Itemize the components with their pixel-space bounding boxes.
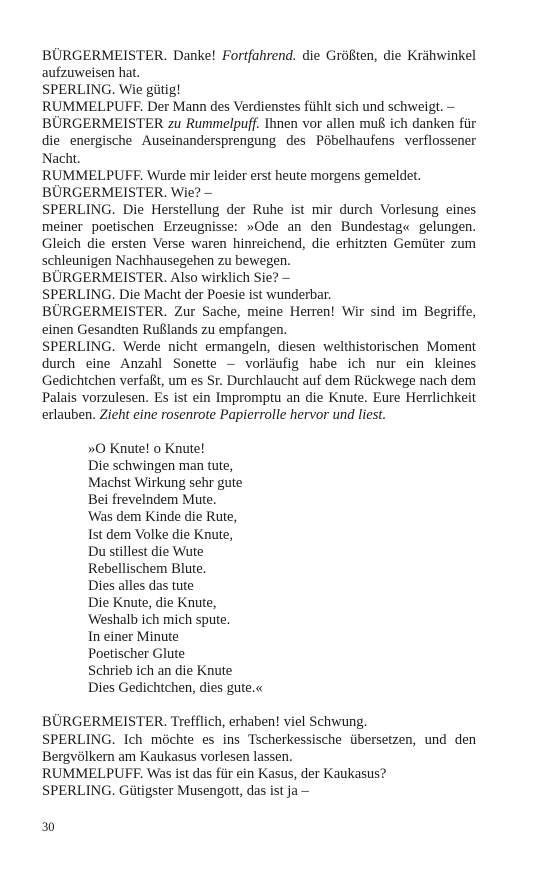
poem-line: Machst Wirkung sehr gute: [88, 475, 243, 492]
poem-line: Ist dem Volke die Knute,: [88, 526, 233, 543]
speech-text: Danke!: [167, 48, 222, 64]
speech-text: Zur Sache, meine Herren! Wir sind im Begriffe, einen Gesandten Rußlands zu empfangen.: [42, 304, 476, 338]
speech-text: Werde nicht ermangeln, diesen welthistorischen Moment durch eine Anzahl Sonette – vorläufig habe ich nur ein kleines Gedichtchen verfaßt, um es Sr. Durchlaucht auf dem Rückwege nach dem Palais vorzulesen. Es ist ein Impromptu an die Knute. Eure Herrlichkeit erlauben.: [42, 338, 476, 423]
speech-text: Wie gütig!: [115, 82, 182, 99]
poem-line: Du stillest die Wute: [88, 543, 204, 560]
speech-text: Also wirklich Sie? –: [167, 270, 290, 287]
speaker-name: SPERLING.: [42, 731, 116, 748]
speech-text: Trefflich, erhaben! viel Schwung.: [167, 714, 368, 731]
dialogue-line: [42, 99, 476, 116]
poem-line: Bei frevelndem Mute.: [88, 492, 217, 509]
poem-line: Weshalb ich mich spute.: [88, 612, 231, 628]
dialogue-line: [42, 48, 476, 82]
dialogue-line: [42, 287, 476, 304]
poem-line: Schrieb ich an die Knute: [88, 663, 233, 680]
speech-text: Die Macht der Poesie ist wunderbar.: [115, 287, 332, 304]
dialogue-block-top: [42, 48, 476, 424]
speech-text: Wurde mir leider erst heute morgens gemeldet.: [143, 167, 422, 184]
poem-line: Die schwingen man tute,: [88, 458, 234, 475]
speaker-name: SPERLING.: [42, 82, 116, 99]
speaker-name: BÜRGERMEISTER: [42, 116, 164, 133]
speaker-name: SPERLING.: [42, 287, 116, 304]
page-body: [42, 48, 476, 800]
speech-text: Was ist das für ein Kasus, der Kaukasus?: [143, 765, 387, 782]
speaker-name: RUMMELPUFF.: [42, 167, 144, 184]
speaker-name: SPERLING.: [42, 201, 116, 218]
speaker-name: BÜRGERMEISTER.: [42, 304, 168, 321]
dialogue-line: [42, 82, 476, 99]
poem-line: Poetischer Glute: [88, 646, 185, 663]
page-number: 30: [42, 820, 55, 834]
dialogue-line: [42, 783, 476, 800]
poem-line: Rebellischem Blute.: [88, 560, 207, 577]
dialogue-line: [42, 116, 476, 167]
speaker-name: SPERLING.: [42, 782, 116, 799]
speaker-name: BÜRGERMEISTER.: [42, 48, 168, 64]
speech-text: Ich möchte es ins Tscherkessische übersetzen, und den Bergvölkern am Kaukasus vorlesen lassen.: [42, 731, 476, 765]
dialogue-line: [42, 732, 476, 766]
speech-text: Die Herstellung der Ruhe ist mir durch Vorlesung eines meiner poetischen Erzeugnisse: »Ode an den Bundestag« gelungen. Gleich die ersten Verse waren hinreichend, die erhitzten Gemüter zum schleunigen Nachhausegehen zu bewegen.: [42, 201, 476, 270]
speaker-name: RUMMELPUFF.: [42, 765, 144, 782]
speaker-name: SPERLING.: [42, 338, 116, 355]
dialogue-block-bottom: [42, 714, 476, 799]
stage-direction: zu Rummelpuff.: [168, 116, 260, 133]
poem-line: Dies alles das tute: [88, 577, 194, 594]
dialogue-line: [42, 168, 476, 185]
speaker-name: BÜRGERMEISTER.: [42, 714, 168, 731]
dialogue-line: [42, 270, 476, 287]
dialogue-line: [42, 304, 476, 338]
stage-direction: Fortfahrend.: [222, 48, 297, 64]
dialogue-line: [42, 714, 476, 731]
poem-line: Dies Gedichtchen, dies gute.«: [88, 680, 263, 697]
poem-line: In einer Minute: [88, 629, 179, 646]
dialogue-line: [42, 766, 476, 783]
dialogue-line: [42, 339, 476, 424]
poem-block: [42, 441, 476, 697]
speaker-name: BÜRGERMEISTER.: [42, 270, 168, 287]
stage-direction: Zieht eine rosenrote Papierrolle hervor und liest.: [99, 406, 387, 423]
poem-line: Die Knute, die Knute,: [88, 594, 217, 611]
speaker-name: RUMMELPUFF.: [42, 99, 144, 116]
speech-text: Gütigster Musengott, das ist ja –: [115, 782, 309, 799]
speaker-name: BÜRGERMEISTER.: [42, 184, 168, 201]
speech-text: die Größten, die Krähwinkel aufzuweisen hat.: [42, 48, 476, 82]
speech-text: Wie? –: [167, 184, 212, 201]
speech-text: Ihnen vor allen muß ich danken für die energische Auseinandersprengung des Pöbelhaufens verflossener Nacht.: [42, 116, 476, 167]
poem-line: Was dem Kinde die Rute,: [88, 509, 238, 526]
dialogue-line: [42, 185, 476, 202]
dialogue-line: [42, 202, 476, 270]
poem-line: »O Knute! o Knute!: [88, 441, 206, 458]
speech-text: Der Mann des Verdienstes fühlt sich und schweigt. –: [143, 99, 455, 116]
